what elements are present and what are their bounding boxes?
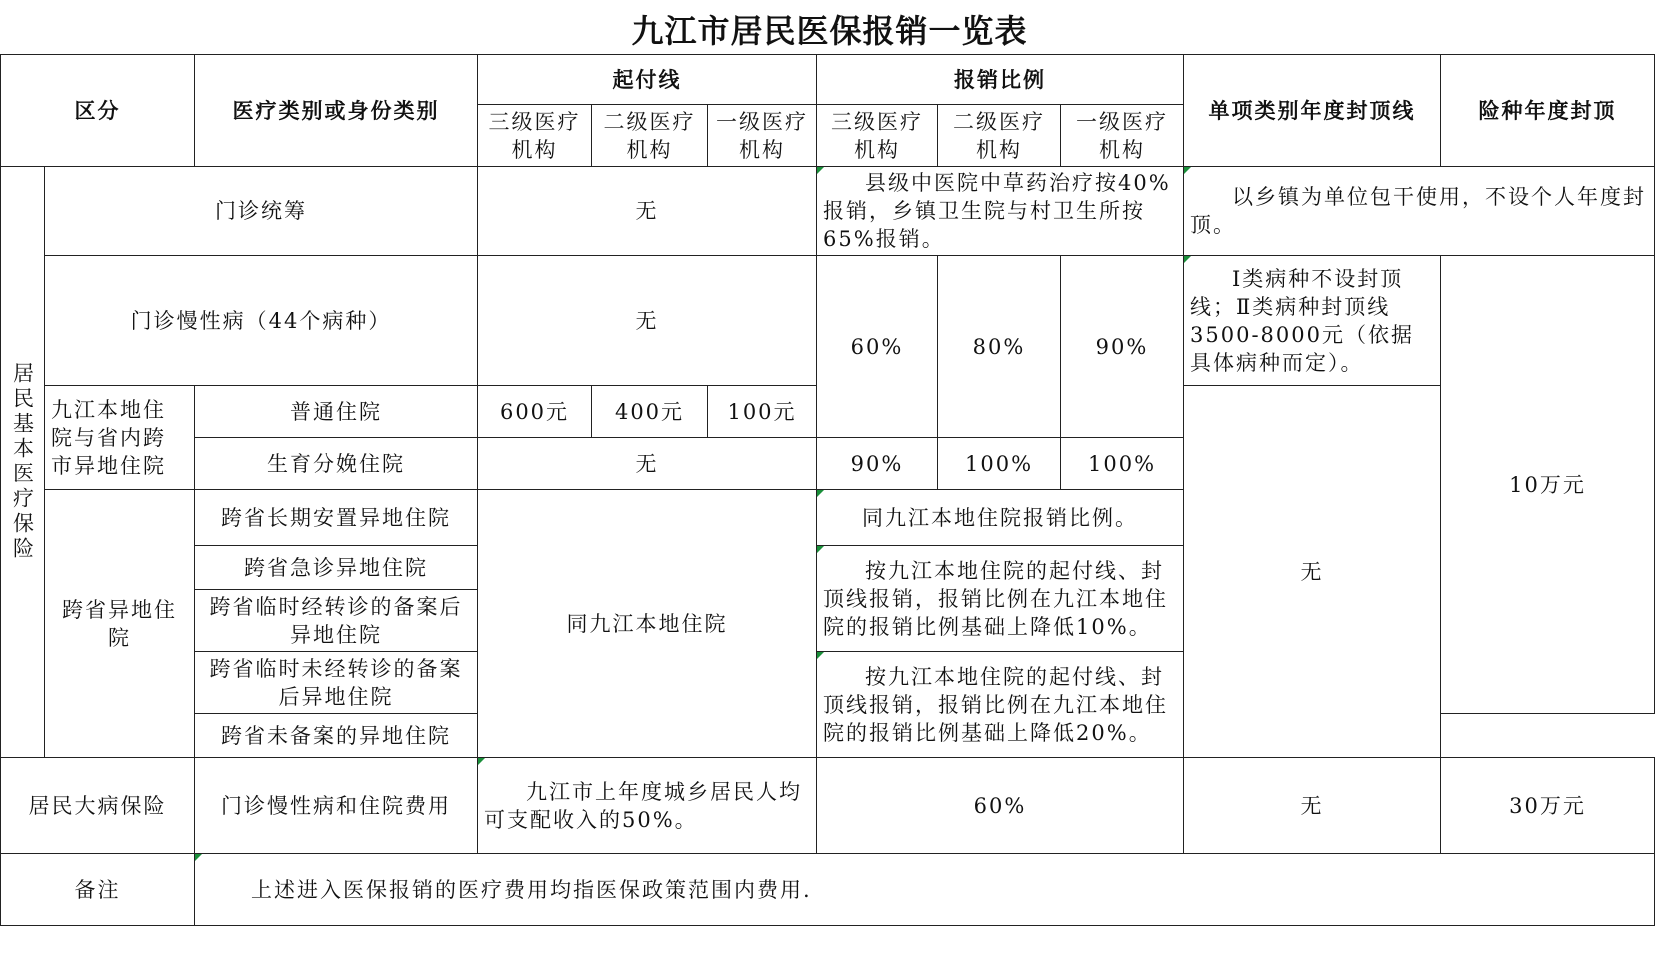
birth-deductible: 无 <box>478 438 817 490</box>
general-deductible-level2: 400元 <box>592 386 708 438</box>
deductible-level1-header: 一级医疗机构 <box>708 105 817 167</box>
birth-ratio-level3: 90% <box>817 438 938 490</box>
cross-row-unreferred: 跨省临时未经转诊的备案后异地住院 <box>195 652 478 714</box>
cross-row-referred: 跨省临时经转诊的备案后异地住院 <box>195 590 478 652</box>
header-insurance-cap: 险种年度封顶 <box>1441 55 1655 167</box>
birth-ratio-level2: 100% <box>938 438 1061 490</box>
cross-ratio-minus10: 按九江本地住院的起付线、封顶线报销，报销比例在九江本地住院的报销比例基础上降低10%。 <box>817 546 1184 652</box>
header-deductible: 起付线 <box>478 55 817 105</box>
header-category: 区分 <box>1 55 195 167</box>
serious-label: 居民大病保险 <box>1 758 195 854</box>
serious-cap: 无 <box>1184 758 1441 854</box>
outpatient-pool-name: 门诊统筹 <box>45 167 478 256</box>
general-deductible-level1: 100元 <box>708 386 817 438</box>
deductible-level3-header: 三级医疗机构 <box>478 105 592 167</box>
chronic-cap: Ⅰ类病种不设封顶线；Ⅱ类病种封顶线3500-8000元（依据具体病种而定）。 <box>1184 256 1441 386</box>
ratio-level1-header: 一级医疗机构 <box>1061 105 1184 167</box>
basic-insurance-label: 居民基本医疗保险 <box>1 167 45 758</box>
outpatient-pool-deductible: 无 <box>478 167 817 256</box>
ratio-level3-header: 三级医疗机构 <box>817 105 938 167</box>
local-ratio-level2: 80% <box>938 256 1061 438</box>
cross-deductible: 同九江本地住院 <box>478 490 817 758</box>
header-type: 医疗类别或身份类别 <box>195 55 478 167</box>
remark-label: 备注 <box>1 854 195 926</box>
cross-group-label: 跨省异地住院 <box>45 490 195 758</box>
annual-cap-none: 无 <box>1184 386 1441 758</box>
outpatient-pool-cap: 以乡镇为单位包干使用，不设个人年度封顶。 <box>1184 167 1655 256</box>
basic-insurance-cap: 10万元 <box>1441 256 1655 714</box>
local-ratio-level3: 60% <box>817 256 938 438</box>
cross-ratio-same: 同九江本地住院报销比例。 <box>817 490 1184 546</box>
serious-ratio: 60% <box>817 758 1184 854</box>
header-reimbursement: 报销比例 <box>817 55 1184 105</box>
remark-text: 上述进入医保报销的医疗费用均指医保政策范围内费用. <box>195 854 1655 926</box>
birth-ratio-level1: 100% <box>1061 438 1184 490</box>
birth-name: 生育分娩住院 <box>195 438 478 490</box>
chronic-deductible: 无 <box>478 256 817 386</box>
outpatient-pool-ratio: 县级中医院中草药治疗按40%报销，乡镇卫生院与村卫生所按65%报销。 <box>817 167 1184 256</box>
reimbursement-table <box>0 54 1655 926</box>
general-deductible-level3: 600元 <box>478 386 592 438</box>
cross-row-emergency: 跨省急诊异地住院 <box>195 546 478 590</box>
serious-deductible: 九江市上年度城乡居民人均可支配收入的50%。 <box>478 758 817 854</box>
deductible-level2-header: 二级医疗机构 <box>592 105 708 167</box>
general-name: 普通住院 <box>195 386 478 438</box>
serious-insurance-cap: 30万元 <box>1441 758 1655 854</box>
cross-row-long-term: 跨省长期安置异地住院 <box>195 490 478 546</box>
local-ratio-level1: 90% <box>1061 256 1184 438</box>
page-title: 九江市居民医保报销一览表 <box>631 12 1028 50</box>
chronic-name: 门诊慢性病（44个病种） <box>45 256 478 386</box>
ratio-level2-header: 二级医疗机构 <box>938 105 1061 167</box>
cross-ratio-minus20: 按九江本地住院的起付线、封顶线报销，报销比例在九江本地住院的报销比例基础上降低20%。 <box>817 652 1184 758</box>
local-group-label: 九江本地住院与省内跨市异地住院 <box>45 386 195 490</box>
cross-row-unregistered: 跨省未备案的异地住院 <box>195 714 478 758</box>
serious-type: 门诊慢性病和住院费用 <box>195 758 478 854</box>
header-annual-cap: 单项类别年度封顶线 <box>1184 55 1441 167</box>
